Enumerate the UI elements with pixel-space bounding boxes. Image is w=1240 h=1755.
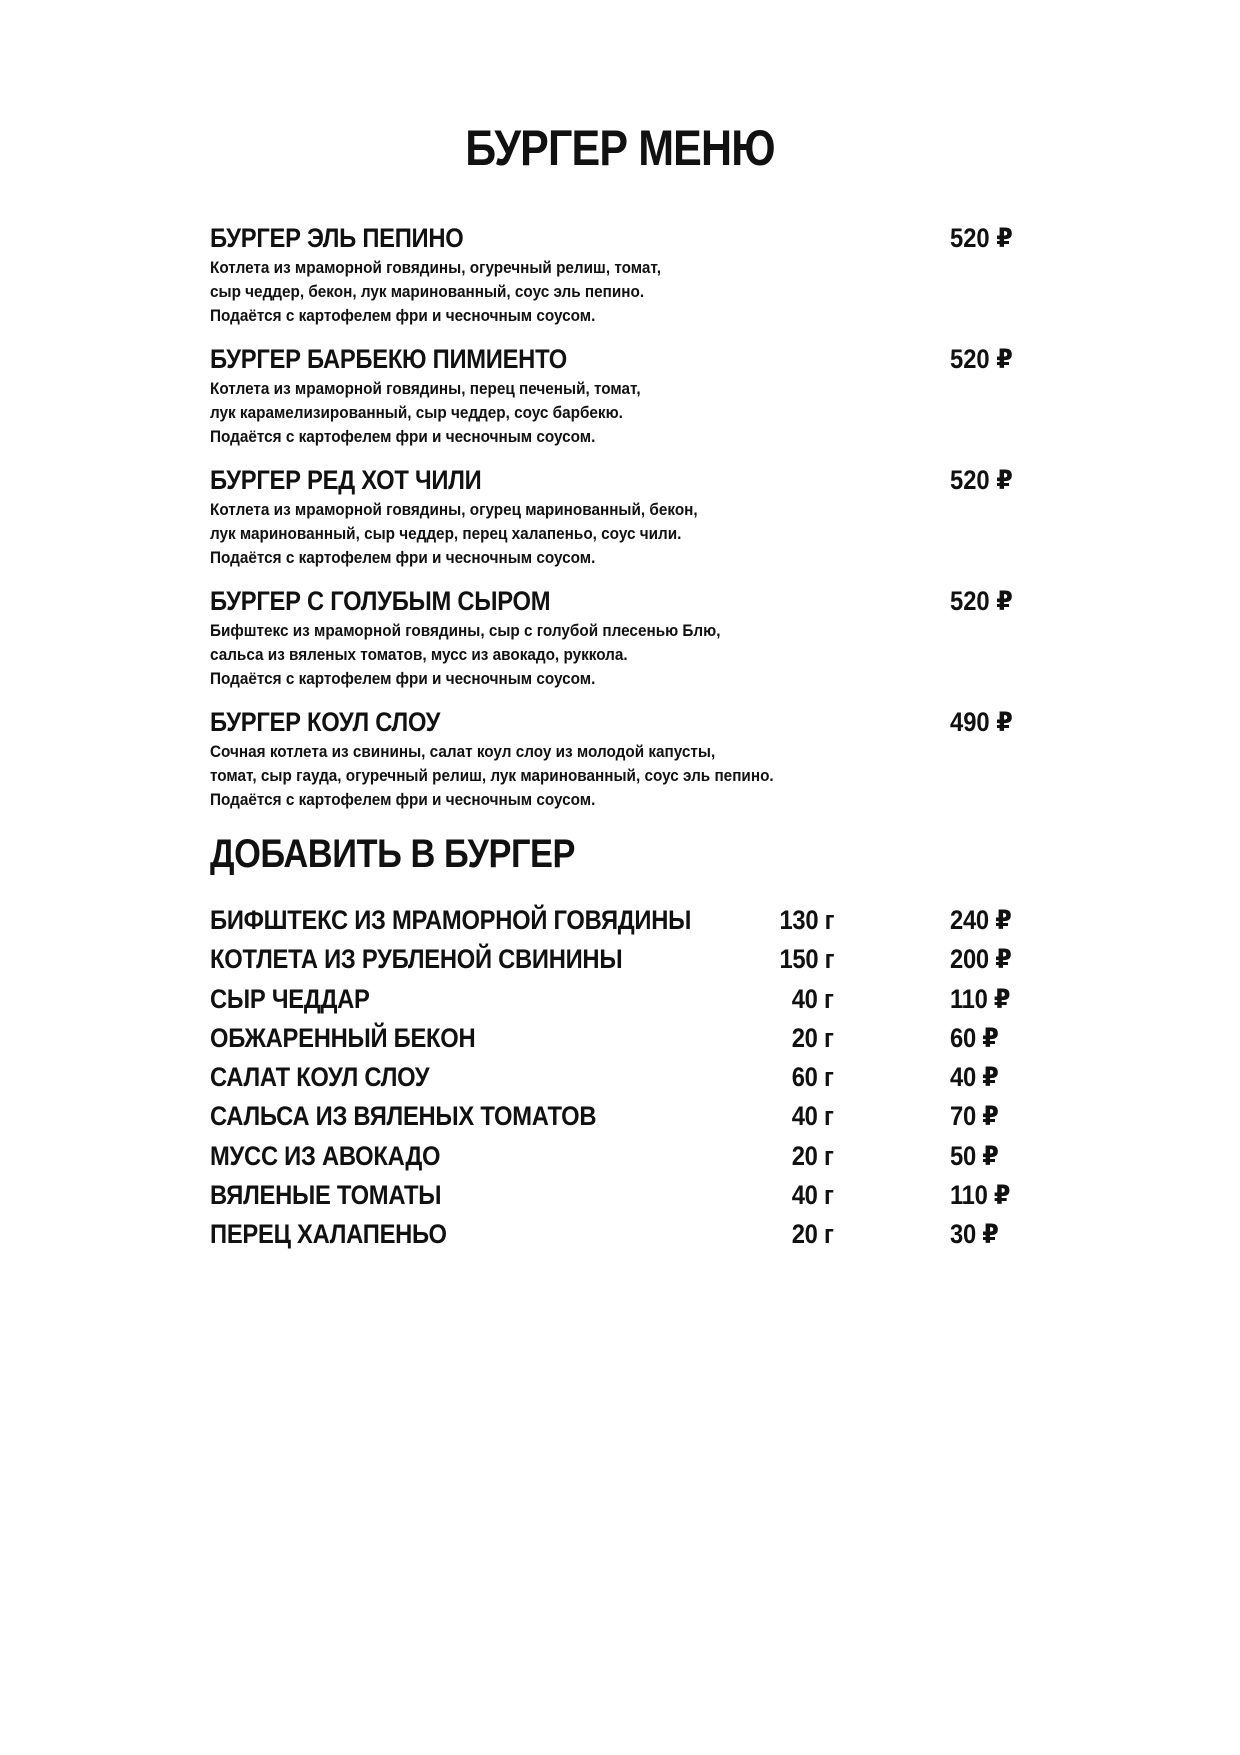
burger-item (210, 222, 1030, 328)
burger-description-line: томат, сыр гауда, огуречный релиш, лук маринованный, соус эль пепино. (210, 766, 774, 785)
burger-price: 520 ₽ (950, 586, 1013, 616)
addon-name: МУСС ИЗ АВОКАДО (210, 1140, 441, 1171)
burger-description-line: сыр чеддер, бекон, лук маринованный, соус эль пепино. (210, 282, 645, 301)
burger-description-line: Подаётся с картофелем фри и чесночным соусом. (210, 790, 596, 809)
addon-price: 60 ₽ (950, 1022, 999, 1053)
addon-name: ОБЖАРЕННЫЙ БЕКОН (210, 1022, 476, 1053)
burger-description-line: сальса из вяленых томатов, мусс из авокадо, руккола. (210, 645, 628, 664)
addon-name: САЛАТ КОУЛ СЛОУ (210, 1062, 430, 1093)
burger-description-line: Подаётся с картофелем фри и чесночным соусом. (210, 548, 596, 567)
addon-row (210, 983, 1030, 1022)
addon-name: ВЯЛЕНЫЕ ТОМАТЫ (210, 1180, 442, 1211)
addon-weight: 130 г (779, 905, 834, 935)
addon-price: 50 ₽ (950, 1140, 999, 1171)
addon-weight: 20 г (792, 1022, 834, 1053)
burger-description (210, 619, 840, 691)
burger-item (210, 343, 1030, 449)
addon-row (210, 1218, 1030, 1257)
burger-description-line: лук карамелизированный, сыр чеддер, соус барбекю. (210, 403, 623, 422)
burger-name: БУРГЕР БАРБЕКЮ ПИМИЕНТО (210, 344, 567, 374)
burger-description-line: Бифштекс из мраморной говядины, сыр с голубой плесенью Блю, (210, 621, 721, 640)
burger-list (210, 222, 1030, 827)
burger-description-line: Котлета из мраморной говядины, перец печеный, томат, (210, 379, 641, 398)
burger-price: 490 ₽ (950, 707, 1013, 737)
addon-name: ПЕРЕЦ ХАЛАПЕНЬО (210, 1219, 447, 1250)
addon-row (210, 1061, 1030, 1100)
burger-name: БУРГЕР ЭЛЬ ПЕПИНО (210, 223, 464, 253)
addon-price: 40 ₽ (950, 1062, 999, 1093)
addon-name: СЫР ЧЕДДАР (210, 983, 370, 1014)
addon-row (210, 943, 1030, 982)
burger-price: 520 ₽ (950, 223, 1013, 253)
addons-list (210, 904, 1030, 1258)
addon-name: САЛЬСА ИЗ ВЯЛЕНЫХ ТОМАТОВ (210, 1101, 597, 1132)
addon-weight: 20 г (792, 1140, 834, 1171)
burger-description-line: лук маринованный, сыр чеддер, перец халапеньо, соус чили. (210, 524, 682, 543)
burger-description-line: Сочная котлета из свинины, салат коул слоу из молодой капусты, (210, 742, 716, 761)
burger-description-line: Подаётся с картофелем фри и чесночным соусом. (210, 427, 596, 446)
addon-price: 200 ₽ (950, 944, 1012, 975)
burger-name: БУРГЕР С ГОЛУБЫМ СЫРОМ (210, 586, 551, 616)
addon-weight: 40 г (792, 1101, 834, 1132)
page-title: БУРГЕР МЕНЮ (465, 120, 775, 176)
addon-name: КОТЛЕТА ИЗ РУБЛЕНОЙ СВИНИНЫ (210, 944, 623, 975)
burger-description (210, 498, 840, 570)
addon-price: 110 ₽ (950, 983, 1011, 1014)
addon-price: 70 ₽ (950, 1101, 999, 1132)
burger-description (210, 256, 840, 328)
addon-row (210, 1140, 1030, 1179)
addons-heading: ДОБАВИТЬ В БУРГЕР (210, 832, 576, 876)
burger-item (210, 585, 1030, 691)
addon-price: 240 ₽ (950, 905, 1012, 935)
addon-weight: 40 г (792, 1180, 834, 1211)
addon-weight: 150 г (779, 944, 834, 975)
addon-row (210, 1100, 1030, 1139)
addon-row (210, 904, 1030, 943)
burger-name: БУРГЕР КОУЛ СЛОУ (210, 707, 441, 737)
burger-description-line: Котлета из мраморной говядины, огуречный релиш, томат, (210, 258, 661, 277)
burger-description-line: Подаётся с картофелем фри и чесночным соусом. (210, 669, 596, 688)
burger-description-line: Котлета из мраморной говядины, огурец маринованный, бекон, (210, 500, 698, 519)
addon-weight: 20 г (792, 1219, 834, 1250)
addon-row (210, 1022, 1030, 1061)
addon-row (210, 1179, 1030, 1218)
burger-price: 520 ₽ (950, 344, 1013, 374)
burger-name: БУРГЕР РЕД ХОТ ЧИЛИ (210, 465, 482, 495)
addon-price: 30 ₽ (950, 1219, 999, 1250)
burger-description-line: Подаётся с картофелем фри и чесночным соусом. (210, 306, 596, 325)
burger-description (210, 377, 840, 449)
addon-name: БИФШТЕКС ИЗ МРАМОРНОЙ ГОВЯДИНЫ (210, 905, 692, 935)
addon-weight: 60 г (792, 1062, 834, 1093)
addon-price: 110 ₽ (950, 1180, 1011, 1211)
burger-item (210, 706, 1030, 812)
burger-item (210, 464, 1030, 570)
burger-description (210, 740, 840, 812)
addon-weight: 40 г (792, 983, 834, 1014)
burger-price: 520 ₽ (950, 465, 1013, 495)
